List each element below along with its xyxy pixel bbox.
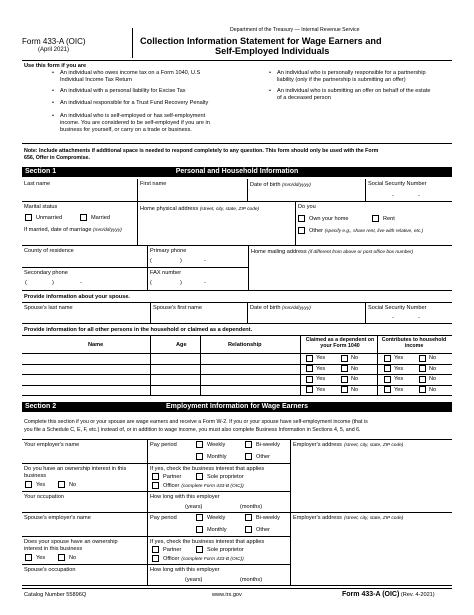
spouse-ssn-label: Social Security Number [368, 305, 427, 311]
married-label: Married [91, 215, 110, 221]
section1-title: Personal and Household Information [175, 168, 299, 175]
household-age-input[interactable] [151, 385, 200, 396]
col-name-header: Name [88, 342, 104, 348]
fax-label: FAX number [150, 270, 182, 276]
bullet-marker: • [52, 113, 54, 119]
household-relationship-input[interactable] [201, 374, 300, 385]
unmarried-label: Unmarried [36, 215, 63, 221]
household-age-input[interactable] [151, 374, 200, 385]
marriage-date-input[interactable] [22, 234, 137, 244]
household-age-input[interactable] [151, 364, 200, 375]
spouse-sole-prop-label: Sole proprietor [207, 547, 244, 553]
do-you-label: Do you [298, 204, 316, 210]
spouse-ssn-input[interactable] [366, 311, 452, 322]
ssn-dash: - [418, 193, 420, 199]
rent-checkbox[interactable] [372, 215, 379, 222]
form-number [22, 37, 86, 46]
ssn-label: Social Security Number [368, 181, 427, 187]
note-line1: Note: Include attachments if additional space is needed to respond completely to any question. This form should only be used with the Form [24, 148, 379, 154]
spouse-ownership-no-checkbox[interactable] [58, 554, 65, 561]
household-relationship-input[interactable] [201, 364, 300, 375]
contributes-yes-checkbox[interactable] [384, 376, 391, 383]
dependent-yes-checkbox[interactable] [306, 386, 313, 393]
spouse-weekly-label: Weekly [207, 515, 226, 521]
spouse-officer-checkbox[interactable] [152, 555, 159, 562]
col-contributes-header: Contributes to household income [381, 337, 447, 350]
dob-format-hint: (mm/dd/yyyy) [282, 183, 311, 188]
secondary-phone-open-paren: ( [25, 280, 27, 286]
header-divider [132, 28, 133, 58]
your-employer-address-hint: (street, city, state, ZIP code) [343, 443, 404, 448]
dependent-yes-label: Yes [316, 365, 326, 372]
your-ownership-no-checkbox[interactable] [58, 481, 65, 488]
spouse-employer-address-hint: (street, city, state, ZIP code) [343, 516, 404, 521]
other-housing-checkbox[interactable] [298, 227, 305, 234]
spouse-ownership-no-label: No [69, 555, 77, 561]
section2-title: Employment Information for Wage Earners [165, 403, 309, 410]
home-address-text: Home physical address [140, 206, 199, 212]
catalog-number: Catalog Number 55896Q [24, 592, 87, 598]
section2-intro-line2: you file a Schedule C, E, F, etc.) instead of, or in addition to wage income, you must also complete Business Information in Sections 4, 5, and 6. [24, 427, 361, 433]
home-address-input[interactable] [138, 213, 294, 244]
agency-name: Department of the Treasury — Internal Revenue Service [230, 27, 360, 33]
use-if-right-1a: An individual who is personally responsible for a partnership [277, 70, 426, 76]
married-checkbox[interactable] [80, 214, 87, 221]
contributes-no-label: No [429, 386, 437, 393]
spouse-monthly-label: Monthly [207, 527, 227, 533]
note-line2: 656, Offer in Compromise. [24, 155, 90, 161]
primary-phone-input[interactable] [148, 255, 248, 266]
secondary-phone-input[interactable] [22, 277, 147, 289]
footer-revision: (Rev. 4-2021) [400, 592, 435, 598]
use-if-left-4c: business for yourself, or carry on a trade or business. [60, 127, 192, 133]
contributes-yes-label: Yes [394, 386, 404, 393]
your-biweekly-checkbox[interactable] [245, 441, 252, 448]
your-other-pay-label: Other [256, 454, 270, 460]
bullet-marker: • [52, 70, 54, 76]
secondary-phone-dash: - [80, 280, 82, 286]
spouse-years-label: (years) [185, 577, 203, 583]
spouse-employer-address-text: Employer's address [293, 515, 342, 521]
use-if-heading: Use this form if you are [24, 63, 87, 69]
spouse-other-pay-checkbox[interactable] [245, 526, 252, 533]
your-officer-text: Officer [163, 483, 180, 489]
your-employer-address-text: Employer's address [293, 442, 342, 448]
row-rule [22, 302, 452, 303]
your-employer-address-input[interactable] [291, 449, 452, 511]
spouse-occupation-label: Spouse's occupation [24, 567, 76, 573]
your-partner-label: Partner [163, 474, 182, 480]
your-other-pay-checkbox[interactable] [245, 453, 252, 460]
your-ownership-yes-label: Yes [36, 482, 46, 488]
spouse-ssn-dash: - [418, 315, 420, 321]
primary-phone-label: Primary phone [150, 248, 187, 254]
spouse-dob-text: Date of birth [250, 305, 281, 311]
fax-open-paren: ( [150, 280, 152, 286]
your-ownership-no-label: No [69, 482, 77, 488]
spouse-ownership-q-line2: interest in this business [24, 546, 83, 552]
contributes-no-label: No [429, 376, 437, 382]
own-home-checkbox[interactable] [298, 215, 305, 222]
form-date: (April 2021) [38, 47, 70, 53]
use-if-left-4b: income. You are considered to be self-employed if you are in [60, 120, 210, 126]
section2-header [22, 402, 452, 412]
section1-number: Section 1 [25, 168, 57, 175]
spouse-pay-period-label: Pay period [150, 515, 177, 521]
spouse-officer-label [163, 556, 244, 563]
your-months-label: (months) [240, 504, 263, 510]
spouse-heading: Provide information about your spouse. [24, 294, 130, 300]
your-sole-prop-label: Sole proprietor [207, 474, 244, 480]
spouse-ownership-yes-checkbox[interactable] [25, 554, 32, 561]
row-rule [22, 245, 452, 246]
section1-header [22, 167, 452, 177]
primary-phone-dash: - [204, 258, 206, 264]
fax-input[interactable] [148, 277, 248, 289]
spouse-weekly-checkbox[interactable] [196, 514, 203, 521]
your-ownership-yes-checkbox[interactable] [25, 481, 32, 488]
spouse-employer-address-input[interactable] [291, 522, 452, 584]
spouse-employer-name-input[interactable] [22, 522, 147, 535]
row-rule [22, 512, 452, 513]
spouse-monthly-checkbox[interactable] [196, 526, 203, 533]
household-name-input[interactable] [22, 364, 150, 375]
last-name-input[interactable] [22, 188, 137, 200]
use-if-right-2a: An individual who is submitting an offer on behalf of the estate [277, 88, 431, 94]
other-housing-text: Other [309, 228, 323, 234]
row-rule [22, 536, 290, 537]
your-weekly-checkbox[interactable] [196, 441, 203, 448]
section2-intro-line1: Complete this section if you or your spouse are wage earners and receive a Form W-2. If you or your spouse have self-employment income (that is [24, 419, 368, 425]
header-rule [22, 60, 452, 61]
other-housing-hint: (specify e.g., share rent, live with relative, etc.) [324, 229, 424, 234]
spouse-dob-hint: (mm/dd/yyyy) [282, 306, 311, 311]
use-if-left-3: An individual responsible for a Trust Fund Recovery Penalty [60, 100, 209, 106]
home-address-hint: (street, city, state, ZIP code) [199, 207, 260, 212]
your-ownership-q-line2: business [24, 473, 47, 479]
spouse-ownership-q-line1: Does your spouse have an ownership [24, 539, 118, 545]
ssn-input[interactable] [366, 188, 452, 200]
spouse-ownership-yes-label: Yes [36, 555, 46, 561]
mailing-address-hint: (if different from above or post office box number) [308, 250, 414, 255]
dependent-no-checkbox[interactable] [341, 355, 348, 362]
spouse-partner-label: Partner [163, 547, 182, 553]
spouse-biweekly-label: Bi-weekly [256, 515, 280, 521]
note-top-rule [22, 143, 452, 144]
first-name-label: First name [140, 181, 167, 187]
col-dependent-header: Claimed as a dependent on your Form 1040 [305, 337, 375, 350]
your-officer-checkbox[interactable] [152, 482, 159, 489]
row-rule [22, 201, 452, 202]
row-rule [22, 564, 290, 565]
form-label: Form 433-A (OIC) [22, 37, 86, 46]
spouse-sole-prop-checkbox[interactable] [196, 546, 203, 553]
dob-label-text: Date of birth [250, 182, 281, 188]
contributes-yes-checkbox[interactable] [384, 386, 391, 393]
household-age-input[interactable] [151, 353, 200, 364]
dependent-no-checkbox[interactable] [341, 365, 348, 372]
your-pay-period-label: Pay period [150, 442, 177, 448]
household-name-input[interactable] [22, 385, 150, 396]
your-occupation-input[interactable] [22, 501, 147, 511]
form-title-line1: Collection Information Statement for Wage Earners and [140, 36, 382, 46]
dependent-no-label: No [351, 386, 359, 393]
contributes-yes-label: Yes [394, 365, 404, 372]
row-rule [22, 585, 452, 586]
bullet-marker: • [269, 88, 271, 94]
mailing-address-label [251, 249, 413, 256]
spouse-employer-name-label: Spouse's employer's name [24, 515, 91, 521]
home-address-label [140, 206, 259, 213]
your-biweekly-label: Bi-weekly [256, 442, 280, 448]
dob-input[interactable] [248, 188, 365, 200]
use-if-left-1a: An individual who owes income tax on a Form 1040, U.S [60, 70, 201, 76]
spouse-ssn-dash: - [392, 315, 394, 321]
spouse-last-name-input[interactable] [22, 311, 150, 322]
spouse-months-label: (months) [240, 577, 263, 583]
row-rule [22, 323, 452, 324]
dependent-no-checkbox[interactable] [341, 386, 348, 393]
footer-form-label [342, 591, 435, 599]
contributes-yes-checkbox[interactable] [384, 355, 391, 362]
dependent-yes-checkbox[interactable] [306, 365, 313, 372]
marital-status-label: Marital status [24, 204, 58, 210]
contributes-no-label: No [429, 365, 437, 372]
section2-number: Section 2 [25, 403, 57, 410]
dependent-yes-label: Yes [316, 355, 326, 361]
your-interest-heading: If yes, check the business interest that applies [150, 466, 265, 472]
spouse-interest-heading: If yes, check the business interest that applies [150, 539, 265, 545]
spouse-partner-checkbox[interactable] [152, 546, 159, 553]
your-monthly-checkbox[interactable] [196, 453, 203, 460]
irs-url: www.irs.gov [212, 592, 242, 598]
your-weekly-label: Weekly [207, 442, 226, 448]
your-sole-prop-checkbox[interactable] [196, 473, 203, 480]
bullet-marker: • [269, 70, 271, 76]
contributes-yes-label: Yes [394, 376, 404, 382]
use-if-right-2b: of a deceased person [277, 95, 331, 101]
spouse-officer-text: Officer [163, 556, 180, 562]
county-input[interactable] [22, 255, 147, 266]
secondary-phone-label: Secondary phone [24, 270, 68, 276]
footer-form-name: Form 433-A (OIC) [342, 591, 400, 598]
fax-dash: - [204, 280, 206, 286]
dependent-yes-label: Yes [316, 376, 326, 382]
contributes-no-checkbox[interactable] [419, 355, 426, 362]
rent-label: Rent [383, 216, 395, 222]
last-name-label: Last name [24, 181, 51, 187]
row-rule [22, 439, 452, 440]
row-rule [22, 290, 452, 291]
dependent-no-label: No [351, 355, 359, 361]
row-rule [22, 463, 290, 464]
your-partner-checkbox[interactable] [152, 473, 159, 480]
spouse-first-name-label: Spouse's first name [153, 305, 202, 311]
table-row-rule [22, 395, 452, 396]
dependent-no-label: No [351, 376, 359, 382]
your-officer-label [163, 483, 244, 490]
contributes-yes-label: Yes [394, 355, 404, 361]
fax-close-paren: ) [180, 280, 182, 286]
form-title-line2: Self-Employed Individuals [215, 46, 330, 56]
your-ownership-q-line1: Do you have an ownership interest in this [24, 466, 127, 472]
your-how-long-label: How long with this employer [150, 494, 220, 500]
use-if-right-1b: liability (only if the partnership is submitting an offer) [277, 77, 406, 83]
household-relationship-input[interactable] [201, 385, 300, 396]
footer-rule [22, 588, 452, 589]
household-heading: Provide information for all other persons in the household or claimed as a dependent. [24, 327, 253, 333]
spouse-officer-hint: (complete Form 433-B (OIC)) [181, 557, 244, 562]
contributes-no-checkbox[interactable] [419, 376, 426, 383]
household-relationship-input[interactable] [201, 353, 300, 364]
spouse-biweekly-checkbox[interactable] [245, 514, 252, 521]
your-monthly-label: Monthly [207, 454, 227, 460]
dependent-yes-checkbox[interactable] [306, 355, 313, 362]
marriage-date-text: If married, date of marriage [24, 227, 92, 233]
household-name-input[interactable] [22, 353, 150, 364]
contributes-no-checkbox[interactable] [419, 365, 426, 372]
spouse-last-name-label: Spouse's last name [24, 305, 73, 311]
first-name-input[interactable] [138, 188, 247, 200]
secondary-phone-close-paren: ) [52, 280, 54, 286]
ssn-dash: - [392, 193, 394, 199]
use-if-left-2: An individual with a personal liability for Excise Tax [60, 88, 186, 94]
county-label: County of residence [24, 248, 74, 254]
contributes-yes-checkbox[interactable] [384, 365, 391, 372]
col-relationship-header: Relationship [228, 342, 262, 348]
dependent-no-checkbox[interactable] [341, 376, 348, 383]
contributes-no-label: No [429, 355, 437, 361]
bullet-marker: • [52, 88, 54, 94]
dependent-no-label: No [351, 365, 359, 372]
your-officer-hint: (complete Form 433-B (OIC)) [181, 484, 244, 489]
use-if-left-4a: An individual who is self-employed or has self-employment [60, 113, 206, 119]
spouse-dob-input[interactable] [248, 311, 365, 322]
your-employer-name-label: Your employer's name [24, 442, 80, 448]
use-if-left-1b: Individual Income Tax Return [60, 77, 133, 83]
spouse-first-name-input[interactable] [151, 311, 247, 322]
cell-divider [295, 201, 296, 245]
spouse-employer-address-label [293, 515, 403, 522]
your-employer-address-label [293, 442, 403, 449]
spouse-how-long-label: How long with this employer [150, 567, 220, 573]
row-rule [22, 491, 290, 492]
dependent-yes-checkbox[interactable] [306, 376, 313, 383]
your-years-label: (years) [185, 504, 203, 510]
primary-phone-close-paren: ) [180, 258, 182, 264]
dependent-yes-label: Yes [316, 386, 326, 393]
col-age-header: Age [176, 342, 187, 348]
spouse-other-pay-label: Other [256, 527, 270, 533]
row-rule [22, 267, 248, 268]
spouse-how-long-input[interactable] [148, 574, 290, 584]
primary-phone-open-paren: ( [150, 258, 152, 264]
row-rule [22, 335, 452, 336]
own-home-label: Own your home [309, 216, 349, 222]
marriage-date-hint: (mm/dd/yyyy) [93, 228, 122, 233]
bullet-marker: • [52, 100, 54, 106]
contributes-no-checkbox[interactable] [419, 386, 426, 393]
mailing-address-input[interactable] [249, 256, 452, 289]
household-name-input[interactable] [22, 374, 150, 385]
your-how-long-input[interactable] [148, 501, 290, 511]
other-housing-label [309, 228, 423, 235]
your-occupation-label: Your occupation [24, 494, 64, 500]
marriage-date-label [24, 227, 122, 234]
your-employer-name-input[interactable] [22, 449, 147, 462]
spouse-occupation-input[interactable] [22, 574, 147, 584]
unmarried-checkbox[interactable] [25, 214, 32, 221]
mailing-address-text: Home mailing address [251, 249, 307, 255]
